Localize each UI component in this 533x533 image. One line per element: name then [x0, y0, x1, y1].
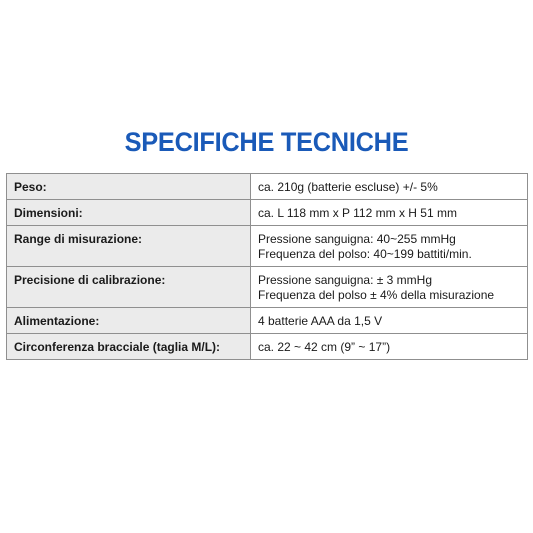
spec-value-line: Pressione sanguigna: ± 3 mmHg — [258, 273, 433, 287]
spec-label-weight: Peso: — [7, 174, 251, 200]
spec-value-line: Frequenza del polso: 40~199 battiti/min. — [258, 247, 472, 261]
spec-value-calibration-accuracy — [251, 267, 528, 308]
spec-label-cuff-circumference: Circonferenza bracciale (taglia M/L): — [7, 334, 251, 360]
spec-value-line: ca. L 118 mm x P 112 mm x H 51 mm — [258, 206, 457, 220]
spec-value-line: Frequenza del polso ± 4% della misurazione — [258, 288, 495, 302]
spec-row-cuff-circumference — [7, 334, 528, 360]
spec-value-dimensions — [251, 200, 528, 226]
spec-label-power-supply: Alimentazione: — [7, 308, 251, 334]
spec-row-measurement-range — [7, 226, 528, 267]
spec-row-calibration-accuracy — [7, 267, 528, 308]
specs-table — [6, 173, 528, 360]
spec-value-line: ca. 210g (batterie escluse) +/- 5% — [258, 180, 438, 194]
spec-row-power-supply — [7, 308, 528, 334]
spec-value-measurement-range — [251, 226, 528, 267]
spec-value-power-supply — [251, 308, 528, 334]
spec-value-weight — [251, 174, 528, 200]
spec-row-weight — [7, 174, 528, 200]
spec-label-calibration-accuracy: Precisione di calibrazione: — [7, 267, 251, 308]
spec-value-line: 4 batterie AAA da 1,5 V — [258, 314, 383, 328]
spec-value-line: ca. 22 ~ 42 cm (9” ~ 17”) — [258, 340, 391, 354]
page-title: SPECIFICHE TECNICHE — [124, 127, 409, 157]
spec-value-cuff-circumference — [251, 334, 528, 360]
spec-label-measurement-range: Range di misurazione: — [7, 226, 251, 267]
spec-row-dimensions — [7, 200, 528, 226]
spec-value-line: Pressione sanguigna: 40~255 mmHg — [258, 232, 456, 246]
spec-label-dimensions: Dimensioni: — [7, 200, 251, 226]
